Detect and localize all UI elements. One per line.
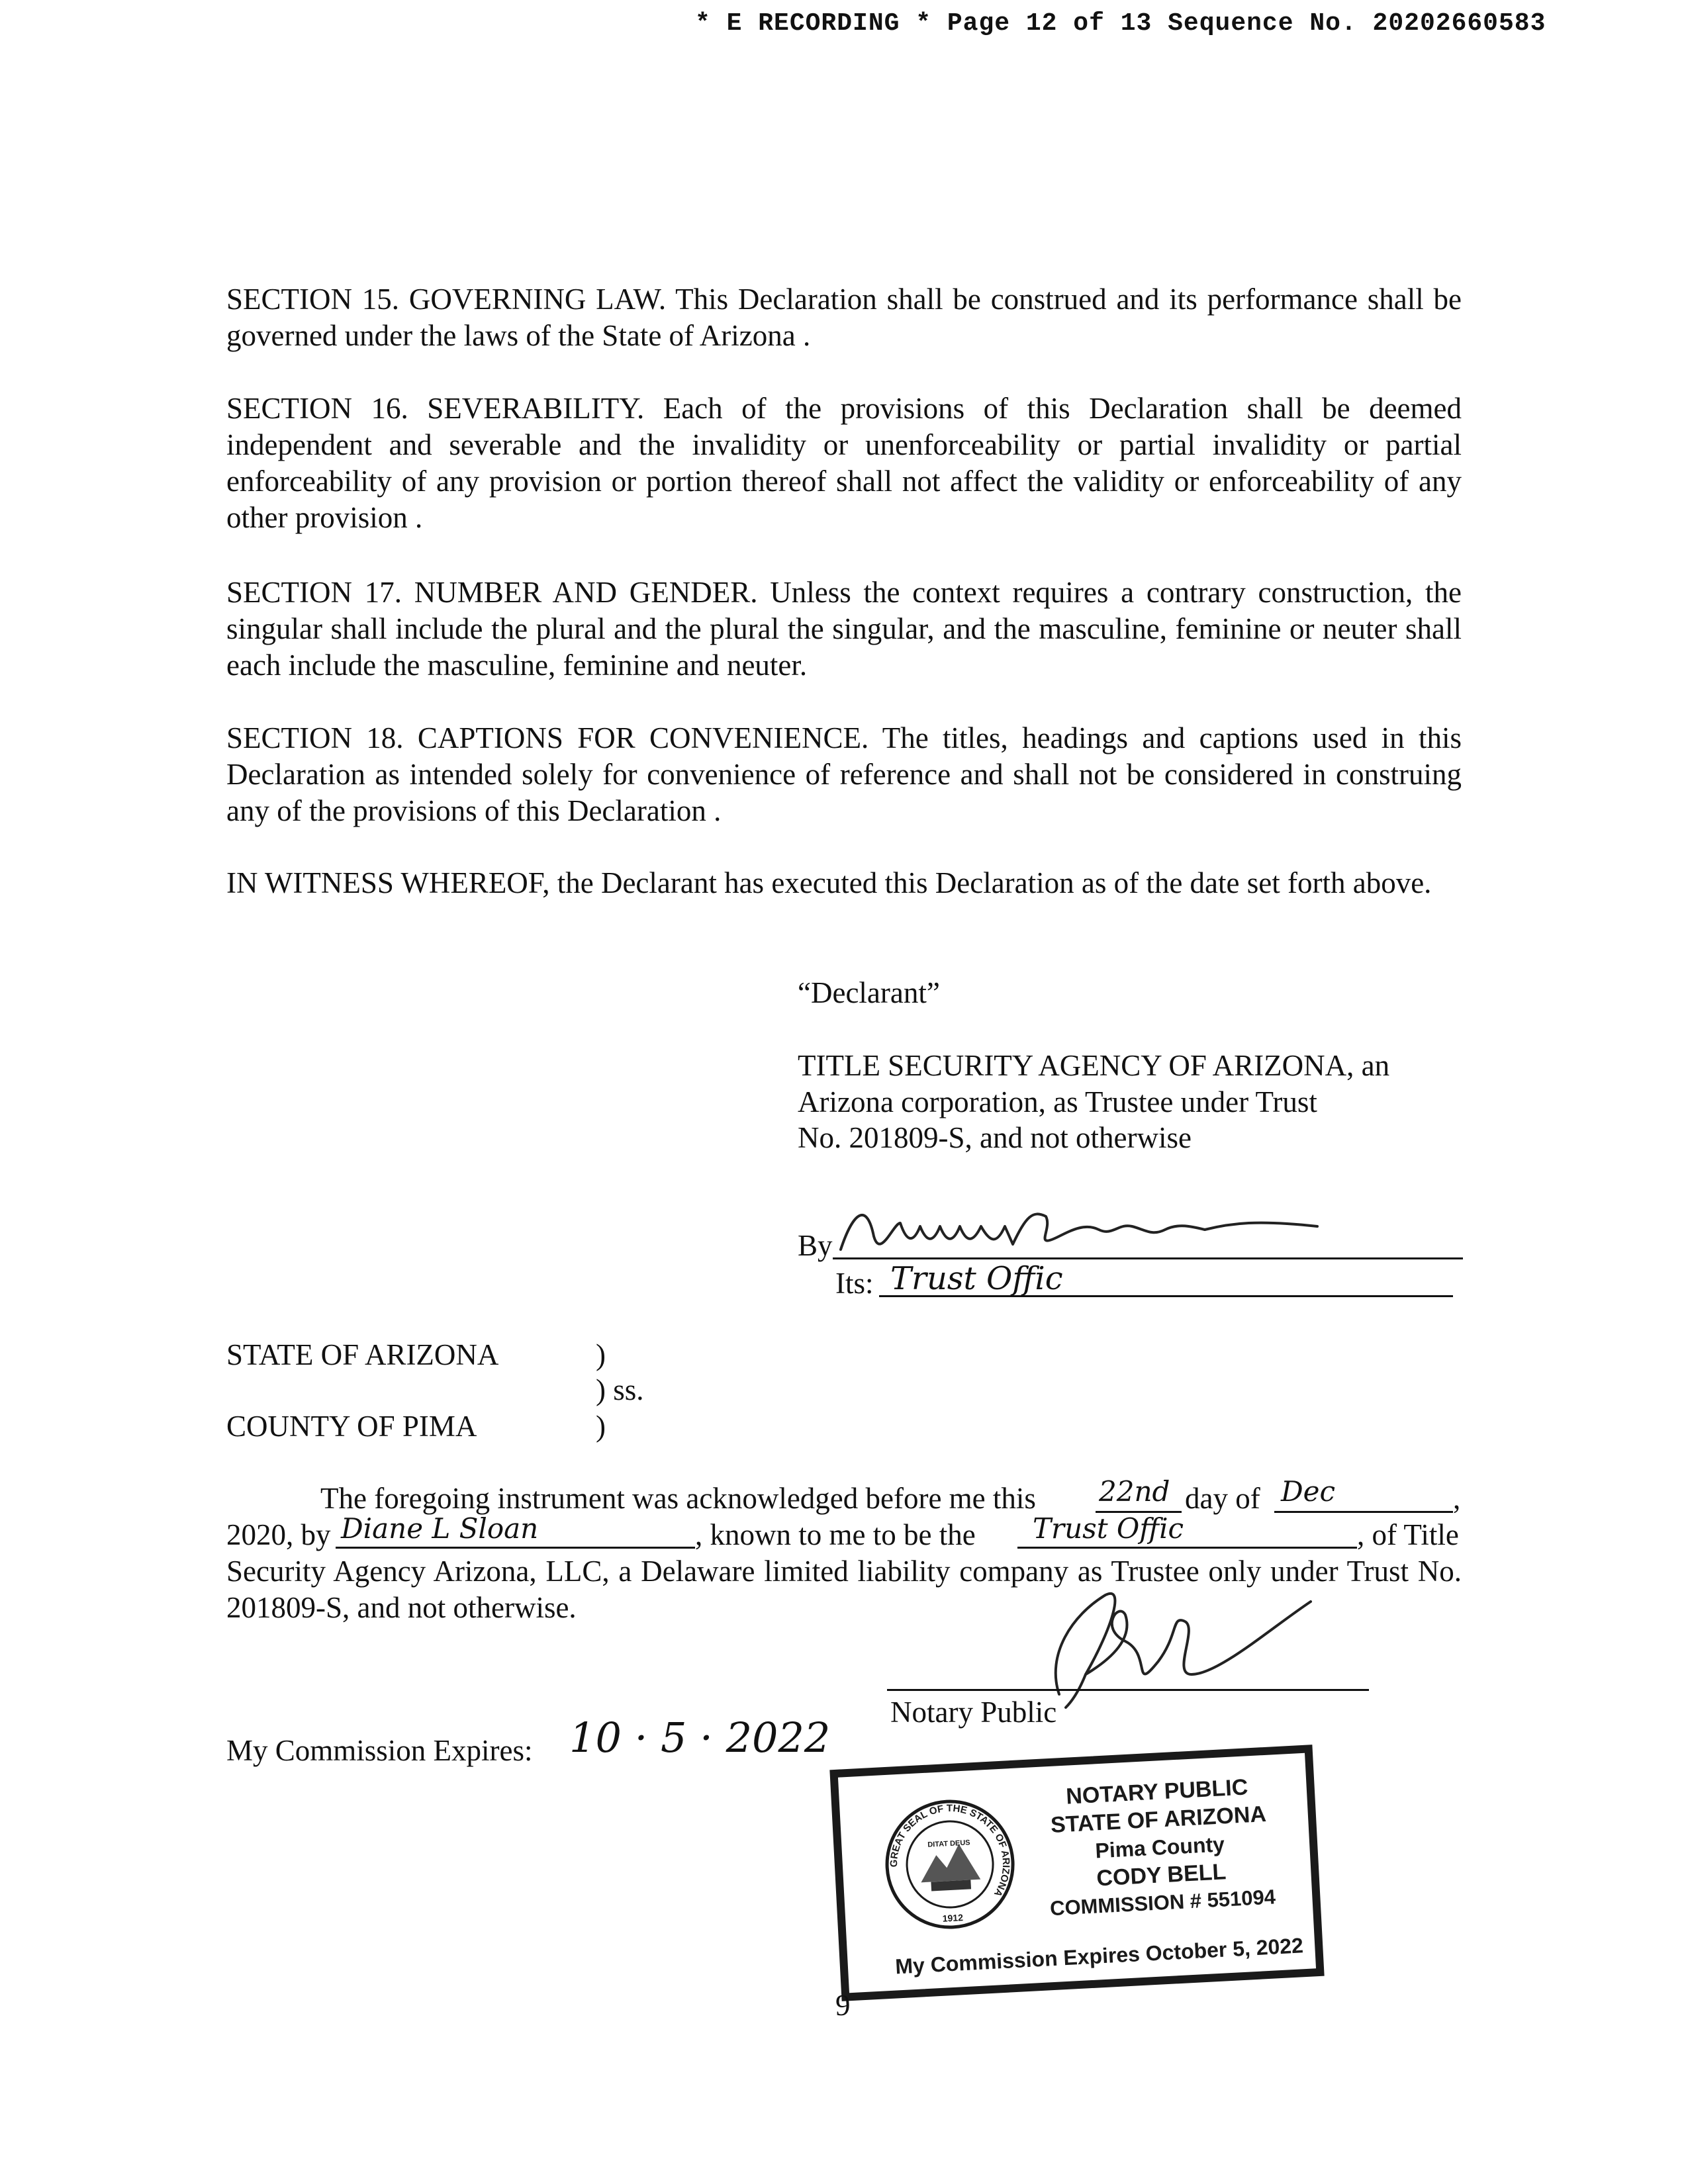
- commission-expires-handwritten: 10 · 5 · 2022: [569, 1713, 831, 1762]
- stamp-line-1: NOTARY PUBLIC: [1065, 1774, 1249, 1809]
- stamp-line-3: Pima County: [1094, 1832, 1225, 1863]
- venue-state: STATE OF ARIZONA: [226, 1338, 499, 1371]
- declarant-entity-line-2: Arizona corporation, as Trustee under Trust: [798, 1085, 1317, 1118]
- ack-part-1: The foregoing instrument was acknowledged before me this: [320, 1482, 1036, 1515]
- section-15-paragraph: SECTION 15. GOVERNING LAW. This Declaration shall be construed and its performance shall be governed under the laws of the State of Arizona .: [226, 283, 1462, 352]
- commission-expires-label: My Commission Expires:: [226, 1734, 533, 1767]
- ack-comma: ,: [1453, 1482, 1461, 1515]
- by-label: By: [798, 1229, 833, 1262]
- seal-year: 1912: [942, 1912, 964, 1924]
- section-17-paragraph: SECTION 17. NUMBER AND GENDER. Unless the context requires a contrary construction, the singular shall include the plural and the plural the singular, and the masculine, feminine or neuter shall each include the masculine, feminine and neuter.: [226, 576, 1462, 682]
- ack-rest: Security Agency Arizona, LLC, a Delaware limited liability company as Trustee only under Trust No. 201809-S, and not otherwise.: [226, 1555, 1462, 1624]
- declarant-entity-line-3: No. 201809-S, and not otherwise: [798, 1121, 1192, 1154]
- ack-part-3: , known to me to be the: [695, 1518, 976, 1551]
- seal-ring-text: GREAT SEAL OF THE STATE OF ARIZONA: [888, 1802, 1012, 1899]
- ack-part-2: day of: [1185, 1482, 1260, 1515]
- notary-signature-line: [887, 1689, 1369, 1691]
- ack-day-handwritten: 22nd: [1099, 1475, 1170, 1508]
- stamp-expires: My Commission Expires October 5, 2022: [894, 1933, 1304, 1979]
- in-witness-paragraph: IN WITNESS WHEREOF, the Declarant has executed this Declaration as of the date set forth above.: [226, 866, 1432, 899]
- stamp-line-2: STATE OF ARIZONA: [1050, 1801, 1267, 1838]
- notary-public-label: Notary Public: [890, 1696, 1057, 1729]
- section-18-paragraph: SECTION 18. CAPTIONS FOR CONVENIENCE. The titles, headings and captions used in this Declaration as intended solely for convenience of reference and shall not be considered in construing any of the provisions of this Declaration .: [226, 721, 1462, 827]
- stamp-text-block: [1017, 1771, 1302, 1925]
- recording-header: * E RECORDING * Page 12 of 13 Sequence No. 20202660583: [695, 9, 1546, 38]
- ack-part-4: , of Title: [1357, 1518, 1459, 1551]
- notary-signature: [1019, 1575, 1324, 1714]
- ack-name-handwritten: Diane L Sloan: [341, 1512, 539, 1545]
- section-16-paragraph: SECTION 16. SEVERABILITY. Each of the provisions of this Declaration shall be deemed independent and severable and the invalidity or unenforceability or partial invalidity or partial enforceability of any provision or portion thereof shall not affect the validity or enforceability of any other provision .: [226, 392, 1462, 534]
- stamp-line-5: COMMISSION # 551094: [1049, 1885, 1276, 1921]
- notary-stamp: [829, 1745, 1324, 2001]
- ack-name-line: [336, 1547, 695, 1549]
- its-handwritten-title: Trust Offic: [890, 1260, 1063, 1297]
- page-number: 9: [835, 1989, 851, 2022]
- venue-paren-bottom: ): [596, 1410, 606, 1443]
- its-label: Its:: [835, 1267, 874, 1300]
- ack-year-by: 2020, by: [226, 1518, 331, 1551]
- ack-title-handwritten: Trust Offic: [1033, 1512, 1184, 1545]
- venue-ss: ) ss.: [596, 1373, 644, 1406]
- stamp-line-4: CODY BELL: [1096, 1859, 1227, 1891]
- declarant-label: “Declarant”: [798, 976, 940, 1009]
- ack-month-line: [1274, 1511, 1453, 1513]
- ack-month-handwritten: Dec: [1281, 1475, 1336, 1508]
- state-seal-icon: [880, 1795, 1019, 1934]
- declarant-entity-line-1: TITLE SECURITY AGENCY OF ARIZONA, an: [798, 1049, 1390, 1082]
- ack-title-line: [1017, 1547, 1357, 1549]
- venue-paren-top: ): [596, 1338, 606, 1371]
- declarant-signature: [834, 1197, 1337, 1263]
- seal-motto: DITAT DEUS: [927, 1839, 970, 1849]
- venue-county: COUNTY OF PIMA: [226, 1410, 477, 1443]
